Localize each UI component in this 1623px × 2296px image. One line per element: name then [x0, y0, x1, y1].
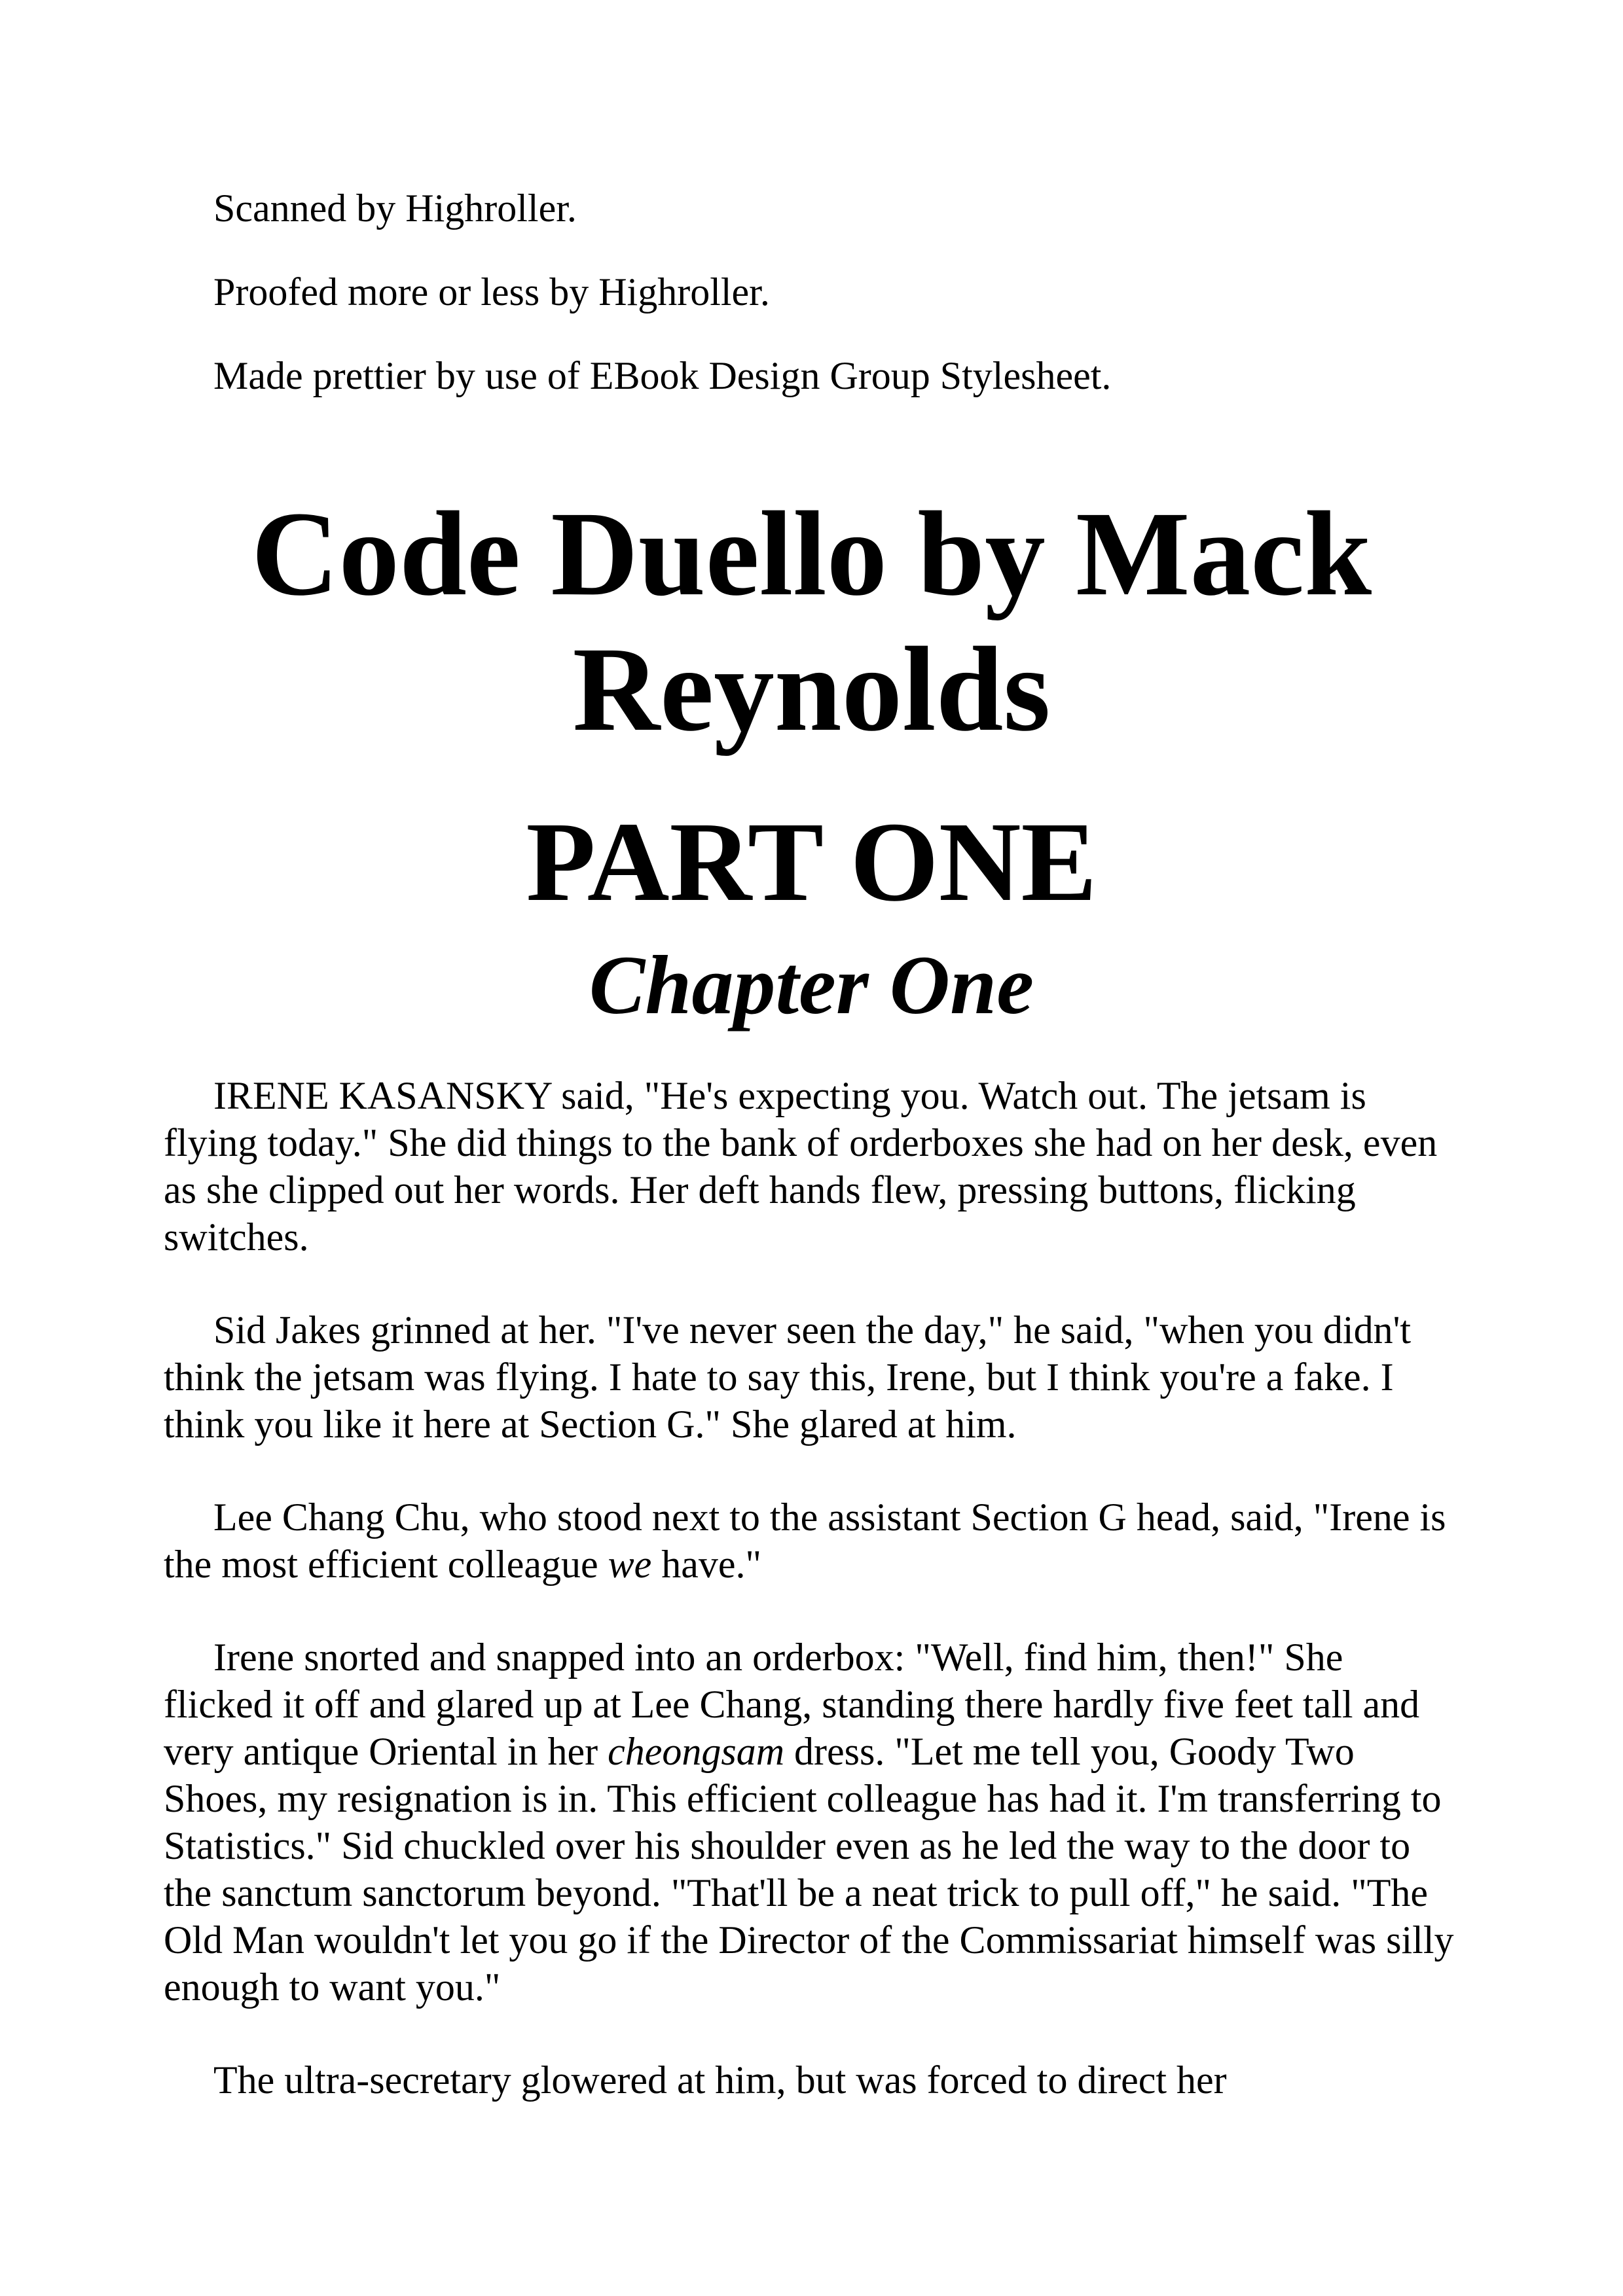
- chapter-body: [164, 1072, 1459, 2104]
- paragraph: [164, 2056, 1459, 2104]
- text-run: Sid Jakes grinned at her. "I've never seen the day," he said, "when you didn't think the jetsam was flying. I hate to say this, Irene, but I think you're a fake. I think you like it here at Section G." She glared at him.: [164, 1308, 1412, 1446]
- frontmatter-line-scanned: Scanned by Highroller.: [213, 187, 577, 230]
- paragraph: [164, 1494, 1459, 1588]
- paragraph: [164, 1634, 1459, 2011]
- frontmatter-line-stylesheet: Made prettier by use of EBook Design Group Stylesheet.: [213, 354, 1112, 397]
- text-run: Lee Chang Chu, who stood next to the assistant Section G head, said, "Irene is the most efficient colleague: [164, 1496, 1446, 1586]
- text-run: Irene snorted and snapped into an orderbox: "Well, find him, then!" She flicked it off and glared up at Lee Chang, standing there hardly five feet tall and very antique Oriental in her: [164, 1636, 1420, 1773]
- italic-text: cheongsam: [608, 1730, 785, 1773]
- book-title: Code Duello by Mack Reynolds: [251, 487, 1372, 757]
- chapter-heading: Chapter One: [589, 939, 1034, 1031]
- frontmatter-line-proofed: Proofed more or less by Highroller.: [213, 270, 770, 314]
- part-heading: PART ONE: [526, 798, 1097, 925]
- paragraph: [164, 1072, 1459, 1261]
- text-run: IRENE KASANSKY said, "He's expecting you. Watch out. The jetsam is flying today." She did things to the bank of orderboxes she had on her desk, even as she clipped out her words. Her deft hands flew, pressing buttons, flicking switches.: [164, 1074, 1438, 1259]
- italic-text: we: [608, 1543, 652, 1586]
- text-run: The ultra-secretary glowered at him, but was forced to direct her: [213, 2058, 1227, 2102]
- text-run: dress. "Let me tell you, Goody Two Shoes, my resignation is in. This efficient colleague has had it. I'm transferring to Statistics." Sid chuckled over his shoulder even as he led the way to the door to the sanctum sanctorum beyond. "That'll be a neat trick to pull off," he said. "The Old Man wouldn't let you go if the Director of the Commissariat himself was silly enough to want you.": [164, 1730, 1454, 2009]
- text-run: have.": [651, 1543, 762, 1586]
- paragraph: [164, 1306, 1459, 1448]
